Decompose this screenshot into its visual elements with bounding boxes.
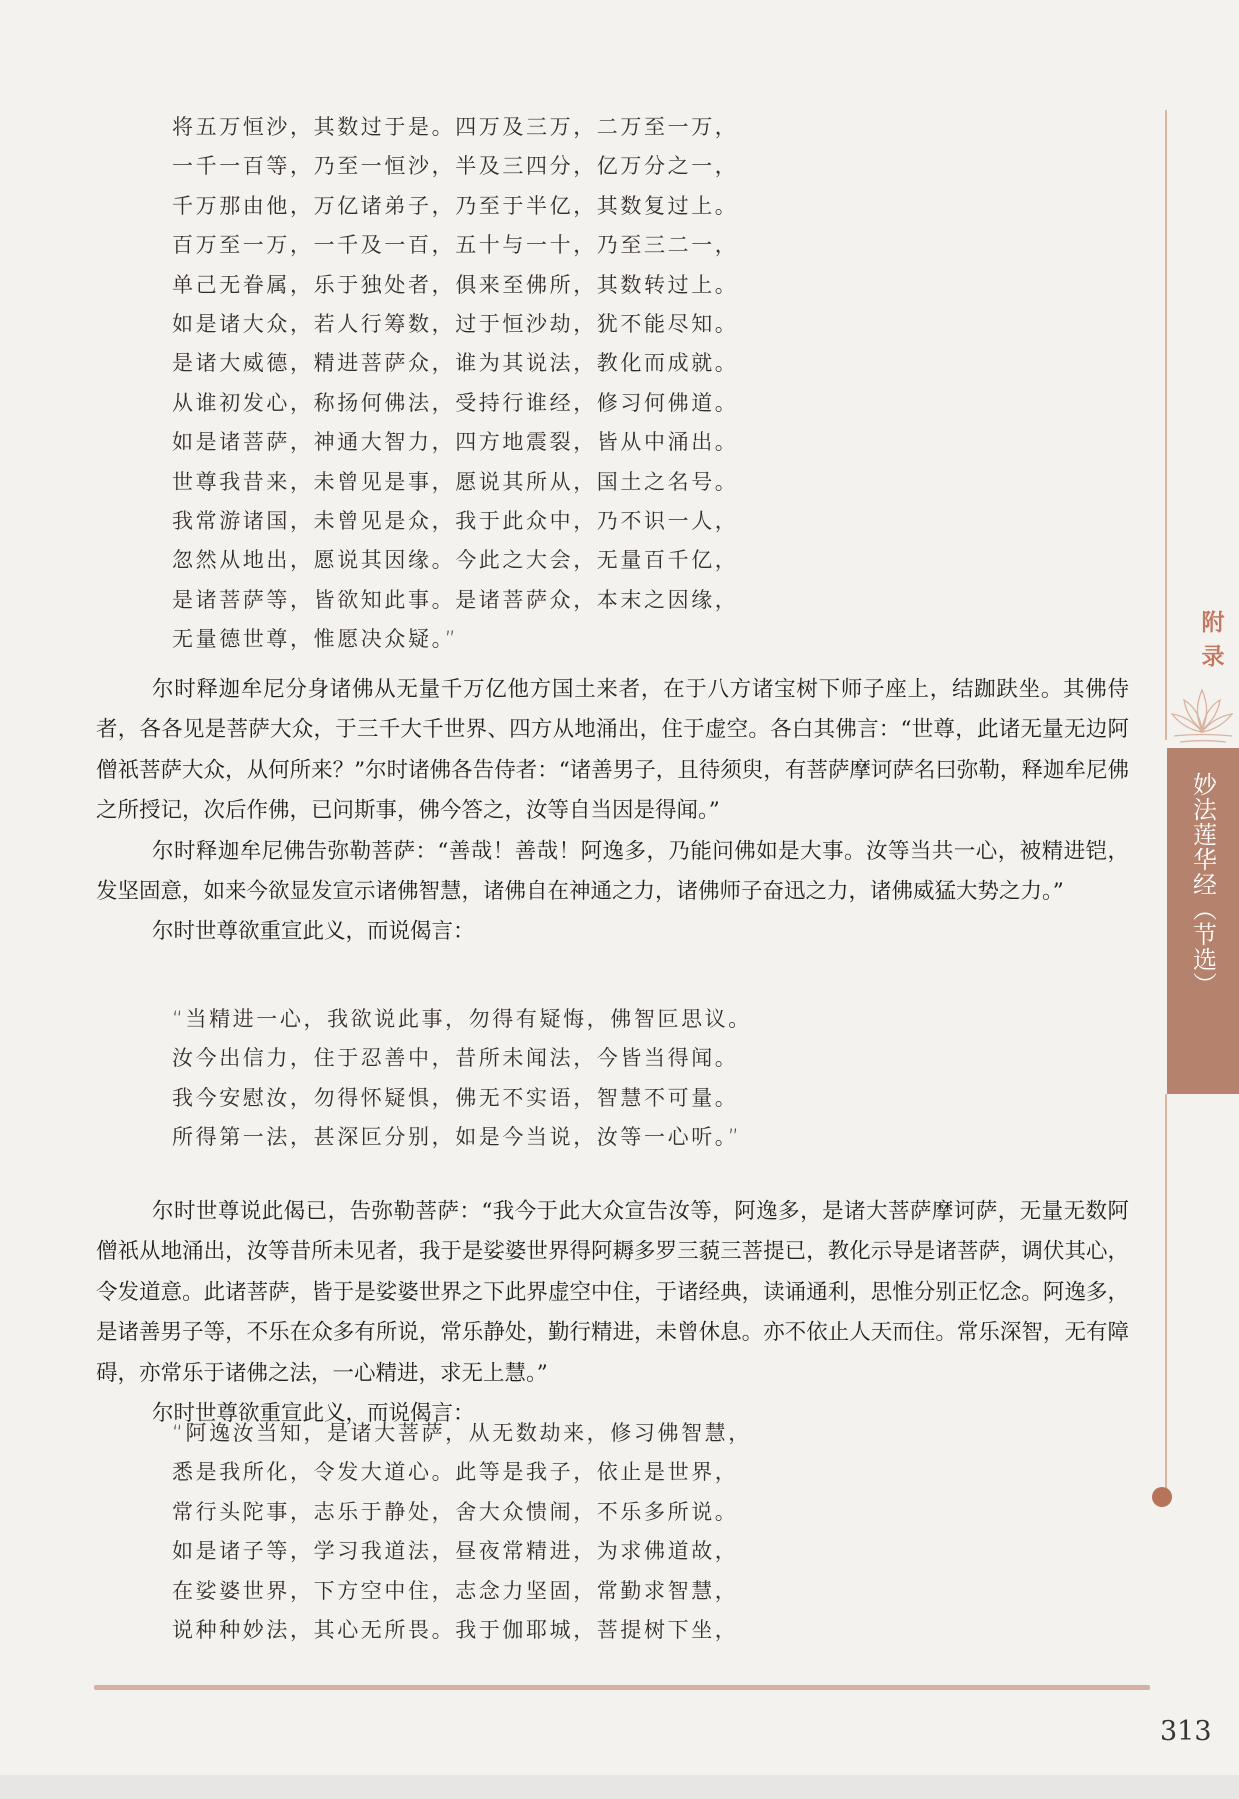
paragraph: 尔时释迦牟尼分身诸佛从无量千万亿他方国土来者，在于八方诸宝树下师子座上，结跏趺坐。其佛侍者，各各见是菩萨大众，于三千大千世界、四方从地涌出，住于虚空。各白其佛言：“世尊，此诸无量无边阿僧祇菩萨大众，从何所来？”尔时诸佛各告侍者：“诸善男子，且待须臾，有菩萨摩诃萨名曰弥勒，释迦牟尼佛之所授记，次后作佛，已问斯事，佛今答之，汝等自当因是得闻。” (96, 677, 1129, 824)
verse-line: 是诸菩萨等，皆欲知此事。是诸菩萨众，本末之因缘， (172, 587, 739, 612)
verse-line: 常行头陀事，志乐于静处，舍大众愦闹，不乐多所说。 (172, 1499, 739, 1524)
verse-line: 如是诸子等，学习我道法，昼夜常精进，为求佛道故， (172, 1539, 739, 1564)
verse-line: 百万至一万，一千及一百，五十与一十，乃至三二一， (172, 233, 739, 258)
appendix-label: 附录 (1201, 609, 1225, 670)
verse-line: 如是诸大众，若人行筹数，过于恒沙劫，犹不能尽知。 (172, 311, 739, 336)
paragraph: 尔时世尊欲重宣此义，而说偈言： (152, 1401, 475, 1427)
verse-block-2 (172, 1000, 752, 1158)
paragraph: 尔时世尊说此偈已，告弥勒菩萨：“我今于此大众宣告汝等，阿逸多，是诸大菩萨摩诃萨，无量无数阿僧祇从地涌出，汝等昔所未见者，我于是娑婆世界得阿耨多罗三藐三菩提已，教化示导是诸菩萨，调伏其心，令发道意。此诸菩萨，皆于是娑婆世界之下此界虚空中住，于诸经典，读诵通利，思惟分别正忆念。阿逸多，是诸善男子等，不乐在众多有所说，常乐静处，勤行精进，未曾休息。亦不依止人天而住。常乐深智，无有障碍，亦常乐于诸佛之法，一心精进，求无上慧。” (96, 1199, 1129, 1386)
verse-line: 一千一百等，乃至一恒沙，半及三四分，亿万分之一， (172, 154, 739, 179)
verse-line: 千万那由他，万亿诸弟子，乃至于半亿，其数复过上。 (172, 193, 739, 218)
paragraph: 尔时释迦牟尼佛告弥勒菩萨：“善哉！善哉！阿逸多，乃能问佛如是大事。汝等当共一心，被精进铠，发坚固意，如来今欲显发宣示诸佛智慧，诸佛自在神通之力，诸佛师子奋迅之力，诸佛威猛大势之力。” (96, 838, 1129, 905)
verse-line: 是诸大威德，精进菩萨众，谁为其说法，教化而成就。 (172, 351, 739, 376)
margin-dot (1152, 1487, 1172, 1507)
verse-line: 在娑婆世界，下方空中住，志念力坚固，常勤求智慧， (172, 1578, 739, 1603)
page-number: 313 (1160, 1716, 1212, 1747)
verse-line: “当精进一心，我欲说此事，勿得有疑悔，佛智叵思议。 (172, 1007, 752, 1031)
verse-line: 世尊我昔来，未曾见是事，愿说其所从，国土之名号。 (172, 469, 739, 494)
verse-line: “阿逸汝当知，是诸大菩萨，从无数劫来，修习佛智慧， (172, 1421, 752, 1445)
verse-line: 说种种妙法，其心无所畏。我于伽耶城，菩提树下坐， (172, 1617, 739, 1642)
margin-line-top (1165, 110, 1167, 740)
prose-block-1 (96, 670, 1129, 953)
prose-block-2 (96, 1192, 1129, 1434)
verse-line: 忽然从地出，愿说其因缘。今此之大会，无量百千亿， (172, 548, 739, 573)
verse-block-3 (172, 1414, 752, 1650)
verse-line: 汝今出信力，住于忍善中，昔所未闻法，今皆当得闻。 (172, 1046, 739, 1071)
verse-line: 悉是我所化，令发大道心。此等是我子，依止是世界， (172, 1460, 739, 1485)
verse-line: 我常游诸国，未曾见是众，我于此众中，乃不识一人， (172, 508, 739, 533)
verse-line: 我今安慰汝，勿得怀疑惧，佛无不实语，智慧不可量。 (172, 1085, 739, 1110)
section-title: 妙法莲华经（节选） (1188, 772, 1217, 997)
paragraph: 尔时世尊欲重宣此义，而说偈言： (152, 919, 475, 945)
scan-edge (0, 1775, 1239, 1799)
verse-line: 所得第一法，甚深叵分别，如是今当说，汝等一心听。” (172, 1125, 742, 1150)
verse-line: 从谁初发心，称扬何佛法，受持行谁经，修习何佛道。 (172, 390, 739, 415)
verse-line: 单己无眷属，乐于独处者，俱来至佛所，其数转过上。 (172, 272, 739, 297)
verse-block-1 (172, 108, 738, 659)
verse-line: 将五万恒沙，其数过于是。四万及三万，二万至一万， (172, 115, 739, 139)
lotus-icon (1166, 680, 1239, 750)
verse-line: 无量德世尊，惟愿决众疑。” (172, 627, 459, 652)
verse-line: 如是诸菩萨，神通大智力，四方地震裂，皆从中涌出。 (172, 430, 739, 455)
margin-line-bottom (1165, 1094, 1167, 1490)
section-tab (1167, 748, 1239, 1094)
footer-rule (94, 1685, 1150, 1690)
